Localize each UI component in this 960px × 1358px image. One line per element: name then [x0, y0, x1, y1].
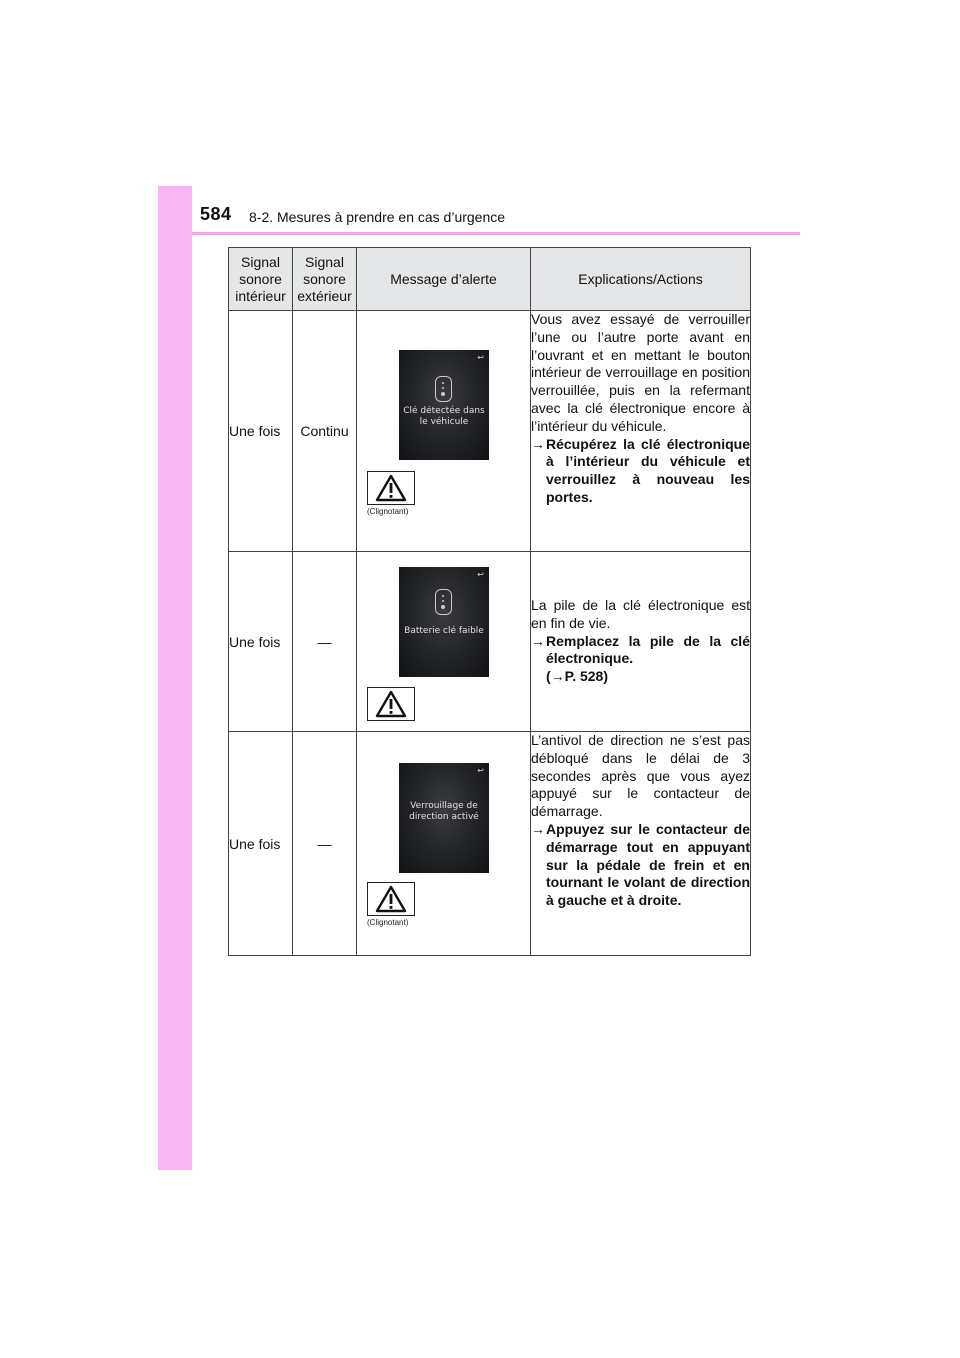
display-screen — [399, 763, 489, 873]
arrow-icon: → — [531, 820, 545, 837]
table-header-row — [229, 248, 751, 311]
table-row — [229, 552, 751, 732]
back-icon: ↩ — [477, 353, 484, 362]
explanation-cell — [531, 311, 751, 552]
inner-signal-cell: Une fois — [229, 732, 293, 956]
side-color-band — [158, 186, 192, 1170]
blink-label: (Clignotant) — [367, 918, 409, 927]
outer-signal-cell: Continu — [293, 311, 357, 552]
table-row — [229, 311, 751, 552]
explanation-text: L’antivol de direction ne s’est pas débloqué dans le délai de 3 secondes après que vous ayez appuyé sur le contacteur de démarrage. — [531, 732, 750, 820]
message-cell — [357, 552, 531, 732]
action-line — [531, 633, 750, 669]
display-screen — [399, 350, 489, 460]
key-fob-icon — [435, 376, 452, 402]
explanation-cell — [531, 732, 751, 956]
page-reference: (→P. 528) — [546, 668, 608, 685]
outer-signal-cell: — — [293, 732, 357, 956]
header-explanation: Explications/Actions — [531, 248, 751, 311]
header-message: Message d’alerte — [357, 248, 531, 311]
outer-signal-cell: — — [293, 552, 357, 732]
warning-triangle-icon — [367, 687, 415, 721]
header-rule — [192, 232, 800, 235]
blink-label: (Clignotant) — [367, 507, 409, 516]
header-outer-signal: Signal sonore extérieur — [293, 248, 357, 311]
warning-triangle-icon — [367, 471, 415, 505]
action-text: Récupérez la clé électronique à l’intérieur du véhicule et verrouillez à nouveau les portes. — [546, 435, 750, 505]
header-inner-signal: Signal sonore intérieur — [229, 248, 293, 311]
inner-signal-cell: Une fois — [229, 311, 293, 552]
action-line — [531, 821, 750, 910]
message-cell — [357, 311, 531, 552]
back-icon: ↩ — [477, 766, 484, 775]
action-text: Appuyez sur le contacteur de démarrage tout en appuyant sur la pédale de frein et en tournant le volant de direction à gauche et à droite. — [546, 820, 750, 909]
action-text: Remplacez la pile de la clé électronique. — [546, 632, 750, 667]
inner-signal-cell: Une fois — [229, 552, 293, 732]
section-title: 8-2. Mesures à prendre en cas d’urgence — [249, 209, 506, 225]
screen-message: Clé détectée dans le véhicule — [403, 406, 485, 427]
arrow-icon: → — [531, 435, 545, 452]
screen-message: Batterie clé faible — [404, 626, 484, 636]
explanation-text: La pile de la clé électronique est en fin de vie. — [531, 597, 750, 631]
page-number: 584 — [200, 204, 232, 224]
back-icon: ↩ — [477, 570, 484, 579]
warning-triangle-icon — [367, 882, 415, 916]
display-screen — [399, 567, 489, 677]
key-fob-icon — [435, 589, 452, 615]
table-row — [229, 732, 751, 956]
explanation-text: Vous avez essayé de verrouiller l’une ou l’autre porte avant en l’ouvrant et en mettant le bouton intérieur de verrouillage en position verrouillée, puis en la refermant avec la clé électronique encore à l’intérieur du véhicule. — [531, 311, 750, 434]
action-line — [531, 436, 750, 507]
explanation-cell — [531, 552, 751, 732]
arrow-icon: → — [531, 632, 545, 649]
warning-table — [228, 247, 751, 956]
screen-message: Verrouillage de direction activé — [409, 801, 479, 822]
message-cell — [357, 732, 531, 956]
